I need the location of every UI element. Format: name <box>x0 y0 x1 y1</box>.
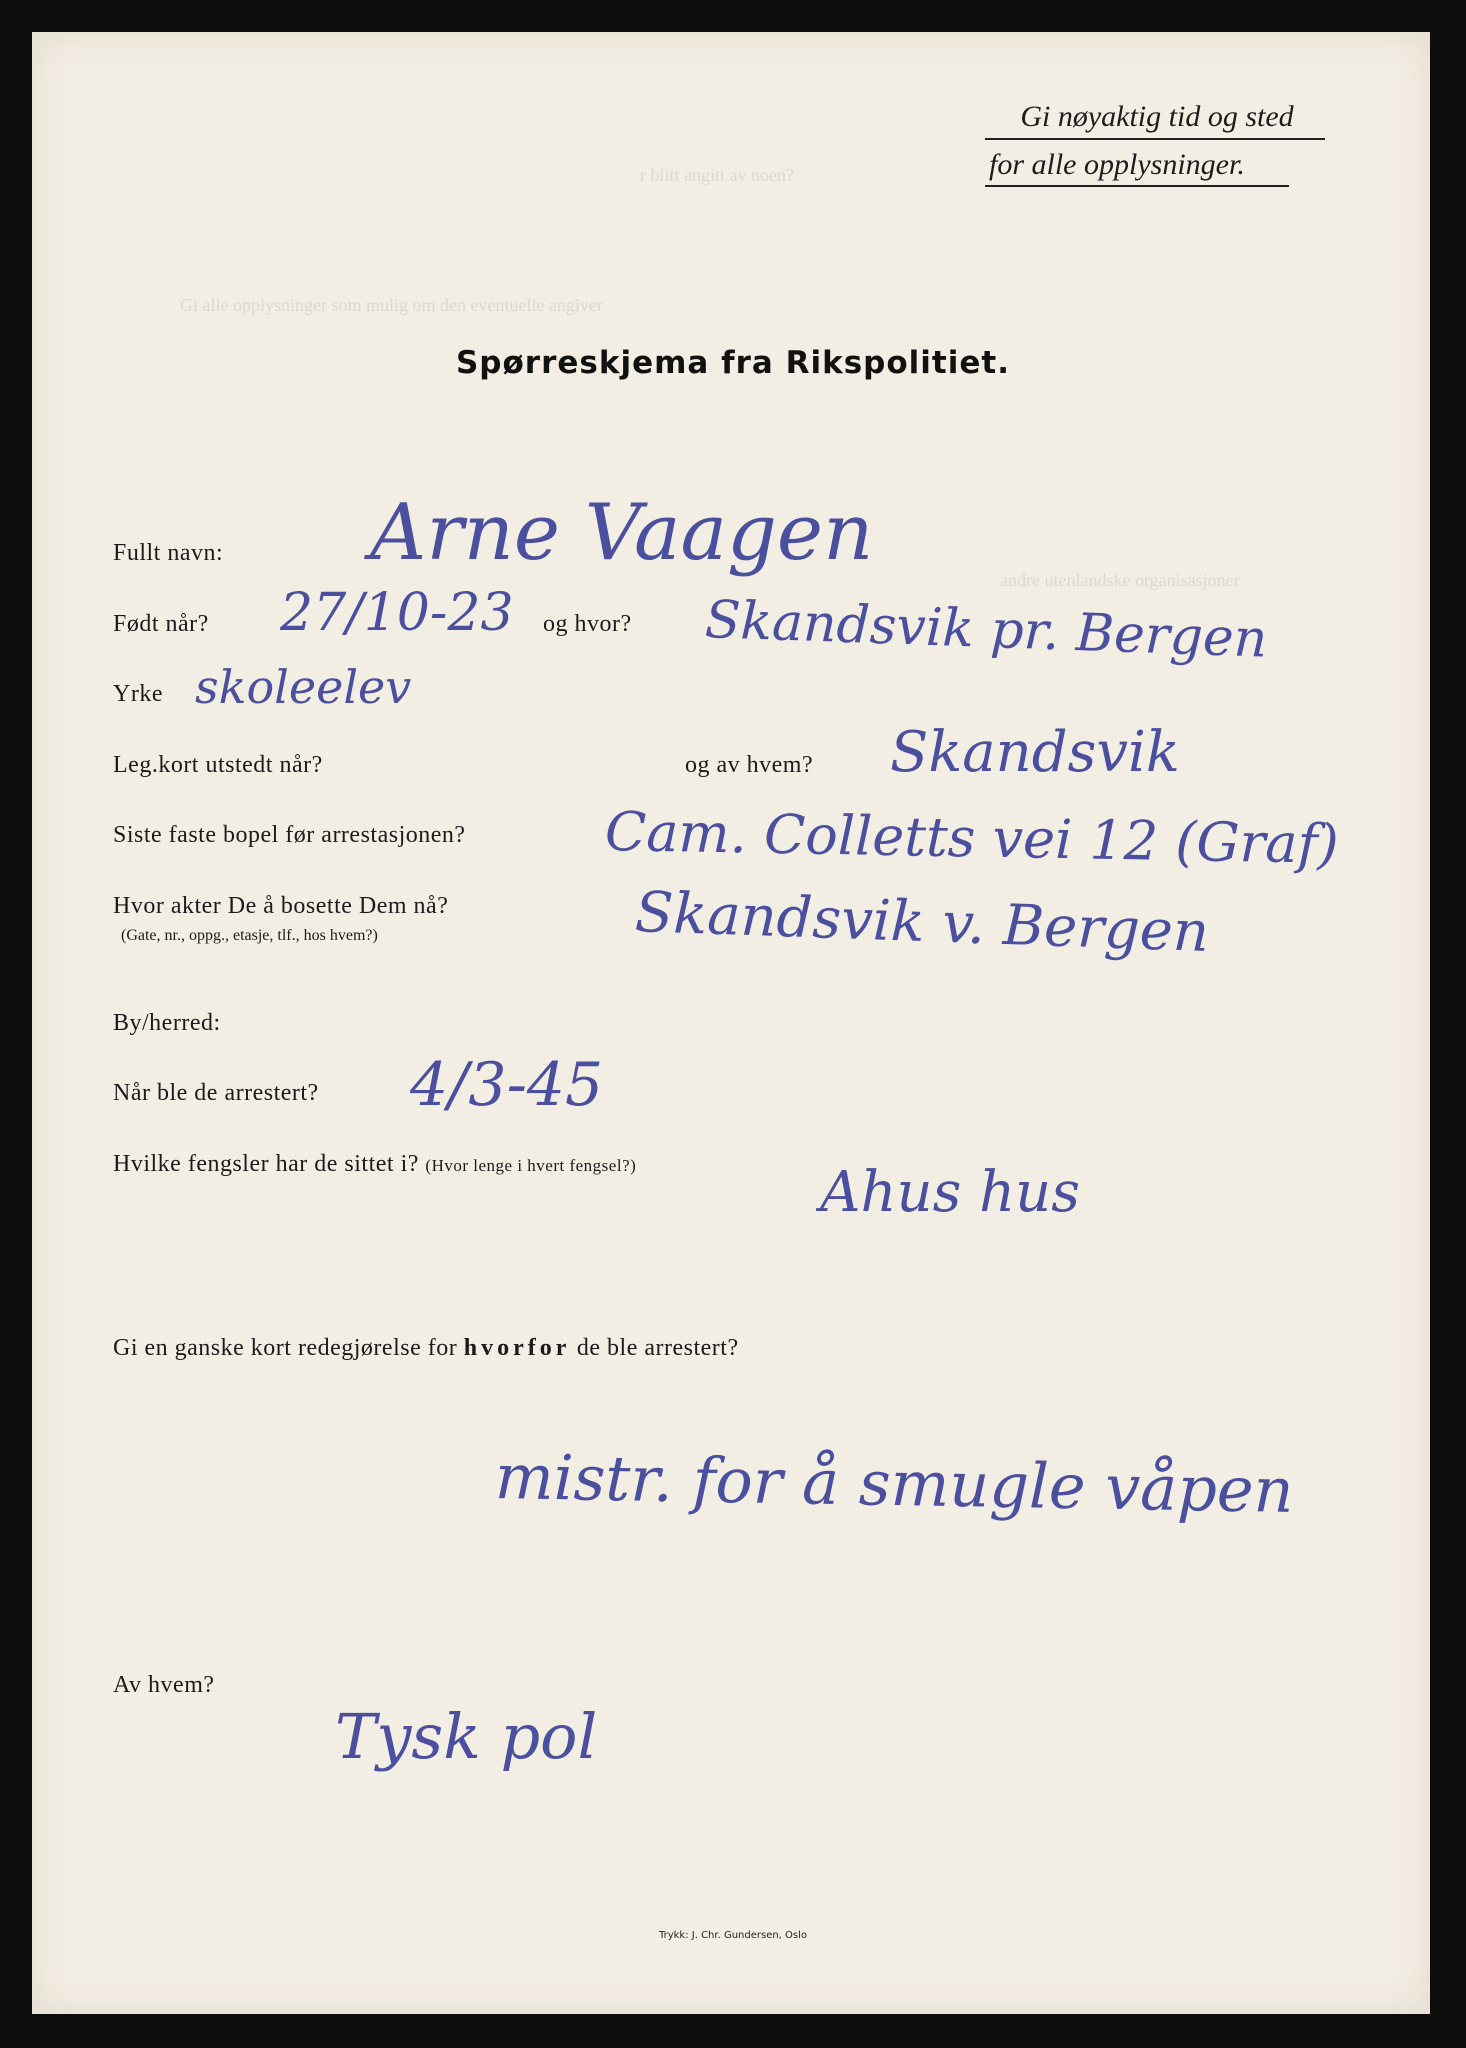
answer-settle-address: Skandsvik v. Bergen <box>633 880 1211 966</box>
instruction-box <box>985 98 1325 187</box>
answer-prisons: Ahus hus <box>820 1160 1080 1225</box>
settle-label: Hvor akter De å bosette Dem nå? <box>113 893 449 919</box>
bleed-through-text: andre utenlandske organisasjoner <box>1000 570 1240 590</box>
municipality-label: By/herred: <box>113 1010 221 1036</box>
reason-label-post: de ble arrestert? <box>576 1335 739 1361</box>
printer-imprint: Trykk: J. Chr. Gundersen, Oslo <box>658 1930 808 1941</box>
document-page <box>32 32 1430 2014</box>
id-card-issued-label: Leg.kort utstedt når? <box>113 752 323 778</box>
arrested-by-label: Av hvem? <box>113 1672 215 1698</box>
last-address-label: Siste faste bopel før arrestasjonen? <box>113 822 466 848</box>
answer-born-date: 27/10-23 <box>280 583 514 643</box>
answer-born-place: Skandsvik pr. Bergen <box>703 590 1269 670</box>
born-where-label: og hvor? <box>543 611 632 637</box>
instruction-line-1: Gi nøyaktig tid og sted <box>985 98 1325 140</box>
answer-reason: mistr. for å smugle våpen <box>494 1440 1295 1527</box>
instruction-line-2: for alle opplysninger. <box>985 140 1289 188</box>
born-when-label: Født når? <box>113 611 209 637</box>
occupation-label: Yrke <box>113 681 163 707</box>
answer-arrested-by: Tysk pol <box>335 1700 598 1773</box>
answer-full-name: Arne Vaagen <box>370 488 874 578</box>
form-title: Spørreskjema fra Rikspolitiet. <box>455 345 1010 381</box>
prisons-label-text: Hvilke fengsler har de sittet i? <box>113 1151 419 1177</box>
answer-occupation: skoleelev <box>195 660 412 714</box>
reason-label-pre: Gi en ganske kort redegjørelse for <box>113 1335 458 1361</box>
settle-hint: (Gate, nr., oppg., etasje, tlf., hos hvem?) <box>121 927 378 944</box>
answer-arrested-date: 4/3-45 <box>410 1050 604 1120</box>
full-name-label: Fullt navn: <box>113 540 224 566</box>
prisons-hint: (Hvor lenge i hvert fengsel?) <box>425 1156 637 1175</box>
bleed-through-text: r blitt angitt av noen? <box>640 165 794 185</box>
prisons-label <box>113 1151 636 1178</box>
answer-id-card-issuer: Skandsvik <box>890 720 1180 785</box>
reason-label <box>113 1335 739 1362</box>
arrested-when-label: Når ble de arrestert? <box>113 1080 319 1106</box>
answer-last-address: Cam. Colletts vei 12 (Graf) <box>604 800 1340 876</box>
reason-label-emphasis: hvorfor <box>463 1335 571 1361</box>
id-card-issuer-label: og av hvem? <box>685 752 814 778</box>
bleed-through-text: Gi alle opplysninger som mulig om den eventuelle angiver <box>180 295 603 315</box>
